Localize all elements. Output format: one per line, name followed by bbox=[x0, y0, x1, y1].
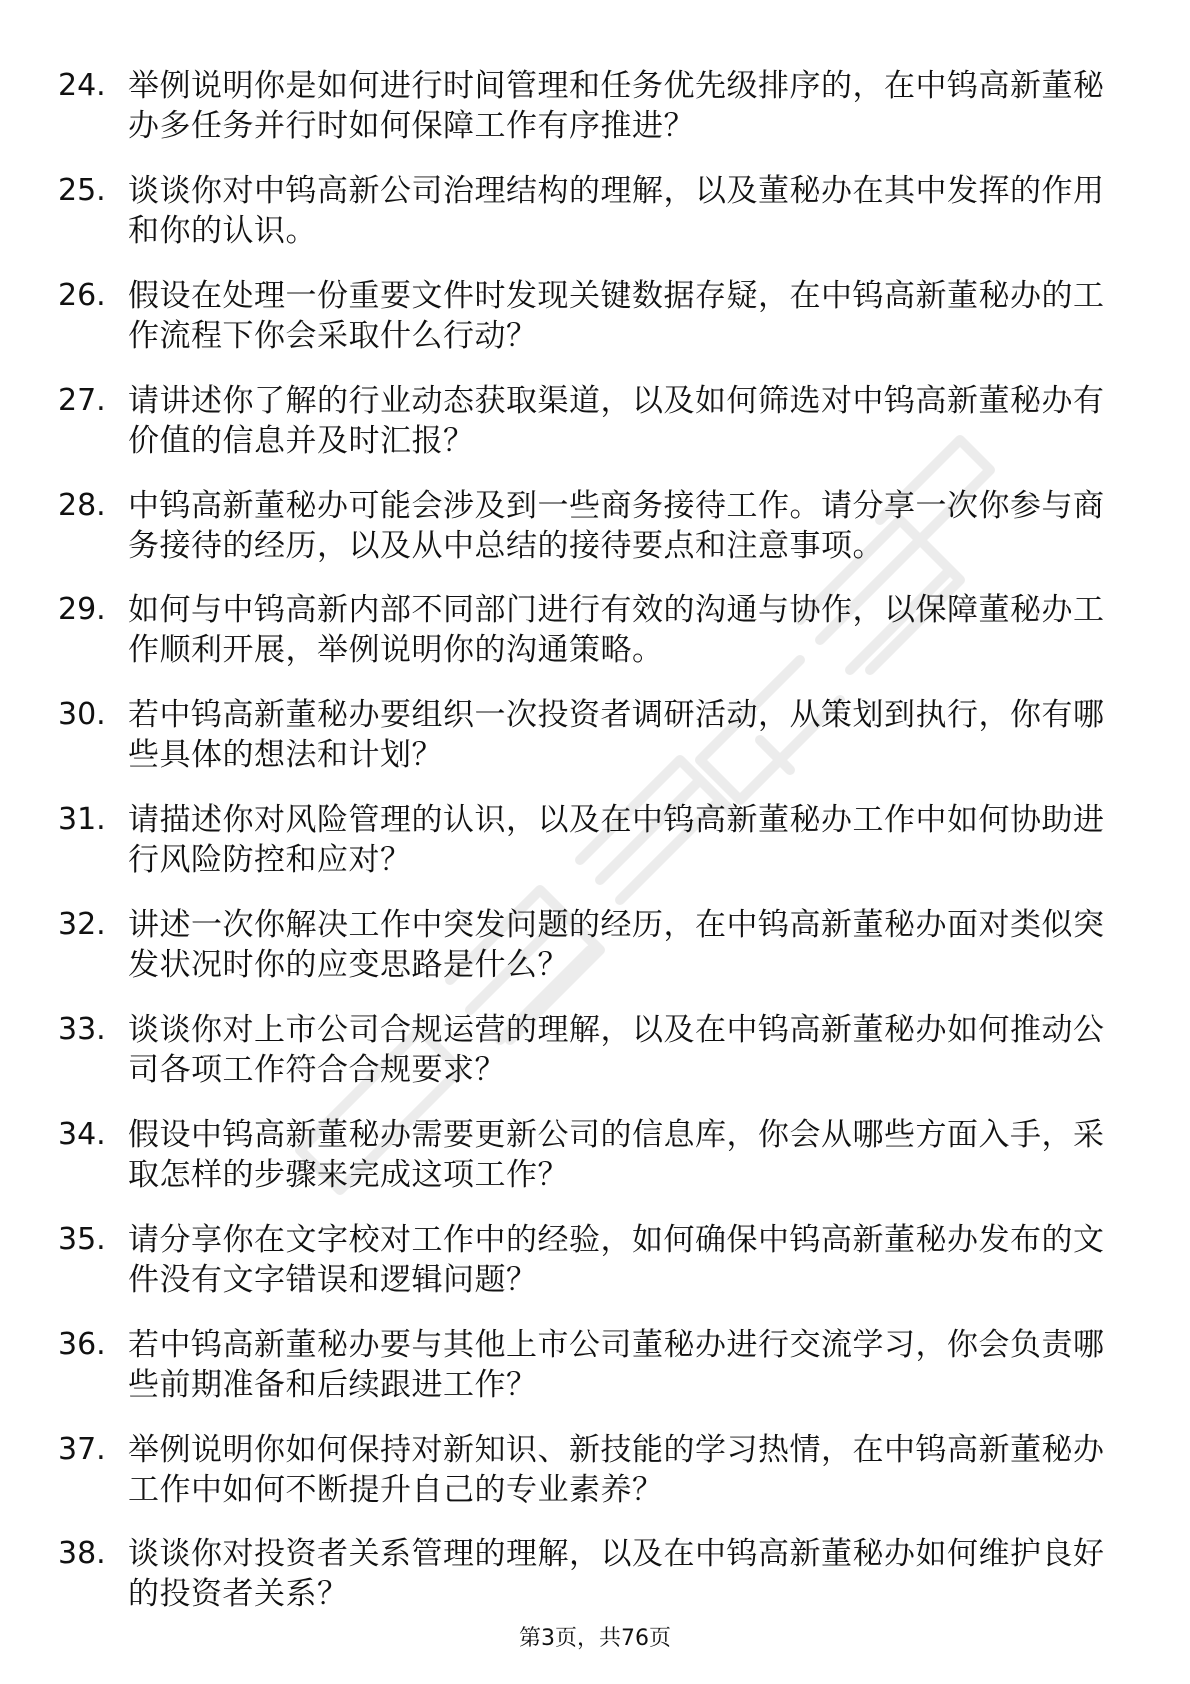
question-text: 假设中钨高新董秘办需要更新公司的信息库，你会从哪些方面入手，采取怎样的步骤来完成这项工作？ bbox=[128, 1116, 1105, 1193]
question-item bbox=[0, 590, 1190, 695]
question-item bbox=[0, 905, 1190, 1010]
question-number: 27. bbox=[58, 382, 106, 418]
question-number: 25. bbox=[58, 172, 106, 208]
question-number: 35. bbox=[58, 1221, 106, 1257]
question-list bbox=[0, 66, 1190, 1639]
question-number: 32. bbox=[58, 907, 106, 943]
question-text: 谈谈你对上市公司合规运营的理解，以及在中钨高新董秘办如何推动公司各项工作符合合规要求？ bbox=[128, 1012, 1105, 1089]
question-number: 38. bbox=[58, 1536, 106, 1572]
question-text: 中钨高新董秘办可能会涉及到一些商务接待工作。请分享一次你参与商务接待的经历，以及从中总结的接待要点和注意事项。 bbox=[128, 487, 1105, 564]
question-text: 谈谈你对投资者关系管理的理解，以及在中钨高新董秘办如何维护良好的投资者关系？ bbox=[128, 1536, 1105, 1613]
question-text: 请分享你在文字校对工作中的经验，如何确保中钨高新董秘办发布的文件没有文字错误和逻辑问题？ bbox=[128, 1221, 1105, 1298]
question-number: 37. bbox=[58, 1431, 106, 1467]
question-number: 33. bbox=[58, 1012, 106, 1048]
question-item bbox=[0, 1010, 1190, 1115]
question-number: 24. bbox=[58, 68, 106, 103]
question-item bbox=[0, 800, 1190, 905]
question-text: 请讲述你了解的行业动态获取渠道，以及如何筛选对中钨高新董秘办有价值的信息并及时汇报？ bbox=[128, 382, 1105, 459]
question-item bbox=[0, 1430, 1190, 1535]
question-item bbox=[0, 695, 1190, 800]
question-text: 举例说明你是如何进行时间管理和任务优先级排序的，在中钨高新董秘办多任务并行时如何保障工作有序推进？ bbox=[128, 68, 1105, 144]
question-number: 30. bbox=[58, 697, 106, 733]
question-item bbox=[0, 66, 1190, 171]
question-text: 举例说明你如何保持对新知识、新技能的学习热情，在中钨高新董秘办工作中如何不断提升自己的专业素养？ bbox=[128, 1431, 1105, 1508]
question-item bbox=[0, 1325, 1190, 1430]
question-text: 假设在处理一份重要文件时发现关键数据存疑，在中钨高新董秘办的工作流程下你会采取什么行动？ bbox=[128, 277, 1105, 354]
question-number: 26. bbox=[58, 277, 106, 313]
question-number: 28. bbox=[58, 487, 106, 523]
question-number: 34. bbox=[58, 1116, 106, 1152]
question-item bbox=[0, 171, 1190, 276]
question-text: 请描述你对风险管理的认识，以及在中钨高新董秘办工作中如何协助进行风险防控和应对？ bbox=[128, 802, 1105, 879]
question-item bbox=[0, 381, 1190, 486]
page-footer bbox=[0, 1624, 1190, 1654]
question-text: 谈谈你对中钨高新公司治理结构的理解，以及董秘办在其中发挥的作用和你的认识。 bbox=[128, 172, 1105, 249]
question-number: 31. bbox=[58, 802, 106, 838]
question-item bbox=[0, 1115, 1190, 1220]
question-text: 若中钨高新董秘办要组织一次投资者调研活动，从策划到执行，你有哪些具体的想法和计划？ bbox=[128, 697, 1105, 774]
question-item bbox=[0, 1220, 1190, 1325]
question-number: 29. bbox=[58, 592, 106, 628]
question-item bbox=[0, 486, 1190, 591]
question-number: 36. bbox=[58, 1326, 106, 1362]
question-text: 若中钨高新董秘办要与其他上市公司董秘办进行交流学习，你会负责哪些前期准备和后续跟进工作？ bbox=[128, 1326, 1105, 1403]
page-number-label: 第3页，共76页 bbox=[519, 1626, 671, 1651]
question-text: 如何与中钨高新内部不同部门进行有效的沟通与协作，以保障董秘办工作顺利开展，举例说明你的沟通策略。 bbox=[128, 592, 1105, 669]
question-text: 讲述一次你解决工作中突发问题的经历，在中钨高新董秘办面对类似突发状况时你的应变思路是什么？ bbox=[128, 907, 1105, 984]
question-item bbox=[0, 276, 1190, 381]
